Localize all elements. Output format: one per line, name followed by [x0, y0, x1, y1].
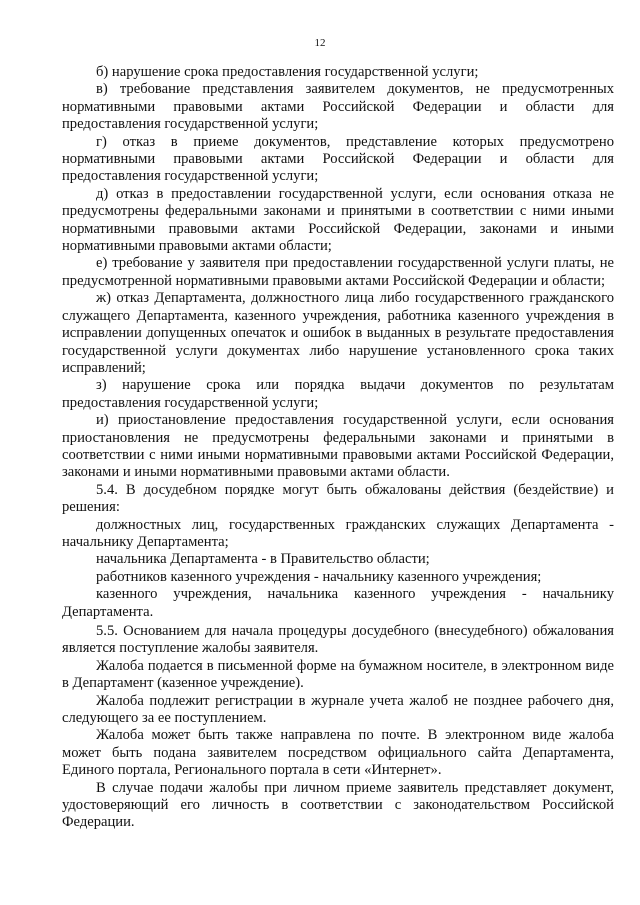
appeal-officials: должностных лиц, государственных гражданских служащих Департамента - начальнику Департамента; [62, 516, 614, 550]
complaint-personal: В случае подачи жалобы при личном приеме заявитель представляет документ, удостоверяющий его личность в соответствии с законодательством Российской Федерации. [62, 779, 614, 831]
section-5-4: 5.4. В досудебном порядке могут быть обжалованы действия (бездействие) и решения: [62, 481, 614, 516]
appeal-workers: работников казенного учреждения - начальнику казенного учреждения; [96, 568, 542, 585]
appeal-head: начальника Департамента - в Правительство области; [96, 551, 430, 568]
complaint-form: Жалоба подается в письменной форме на бумажном носителе, в электронном виде в Департамент (казенное учреждение). [62, 657, 614, 692]
paragraph-zh: ж) отказ Департамента, должностного лица либо государственного гражданского служащего Департамента, казенного учреждения, работника казенного учреждения в исправлении допущенных опечаток и ошибок в выданных в результате предоставления государственной услуги документах либо нарушение установленного срока таких исправлений; [62, 290, 614, 376]
paragraph-e: е) требование у заявителя при предоставлении государственной услуги платы, не предусмотренной нормативными правовыми актами Российской Федерации и области; [62, 255, 614, 289]
complaint-mail: Жалоба может быть также направлена по почте. В электронном виде жалоба может быть подана заявителем посредством официального сайта Департамента, Единого портала, Регионального портала в сети «Интернет». [62, 727, 614, 779]
paragraph-b: б) нарушение срока предоставления государственной услуги; [96, 64, 479, 80]
document-body [62, 64, 614, 832]
paragraph-z: з) нарушение срока или порядка выдачи документов по результатам предоставления государственной услуги; [62, 377, 614, 411]
appeal-institution: казенного учреждения, начальника казенного учреждения - начальнику Департамента. [62, 586, 614, 620]
paragraph-v: в) требование представления заявителем документов, не предусмотренных нормативными правовыми актами Российской Федерации и области для предоставления государственной услуги; [62, 81, 614, 133]
paragraph-d: д) отказ в предоставлении государственной услуги, если основания отказа не предусмотрены федеральными законами и принятыми в соответствии с ними иными нормативными правовыми актами Российской Федерации, законами и иными нормативными правовыми актами области; [62, 185, 614, 255]
section-5-5: 5.5. Основанием для начала процедуры досудебного (внесудебного) обжалования является поступление жалобы заявителя. [62, 623, 614, 657]
paragraph-i: и) приостановление предоставления государственной услуги, если основания приостановления не предусмотрены федеральными законами и принятыми в соответствии с ними иными нормативными правовыми актами Российской Федерации, законами и иными нормативными правовыми актами области. [62, 412, 614, 481]
page-number: 12 [314, 37, 326, 49]
complaint-registration: Жалоба подлежит регистрации в журнале учета жалоб не позднее рабочего дня, следующего за ее поступлением. [62, 692, 614, 727]
paragraph-g: г) отказ в приеме документов, представление которых предусмотрено нормативными правовыми актами Российской Федерации и области для предоставления государственной услуги; [62, 133, 614, 185]
